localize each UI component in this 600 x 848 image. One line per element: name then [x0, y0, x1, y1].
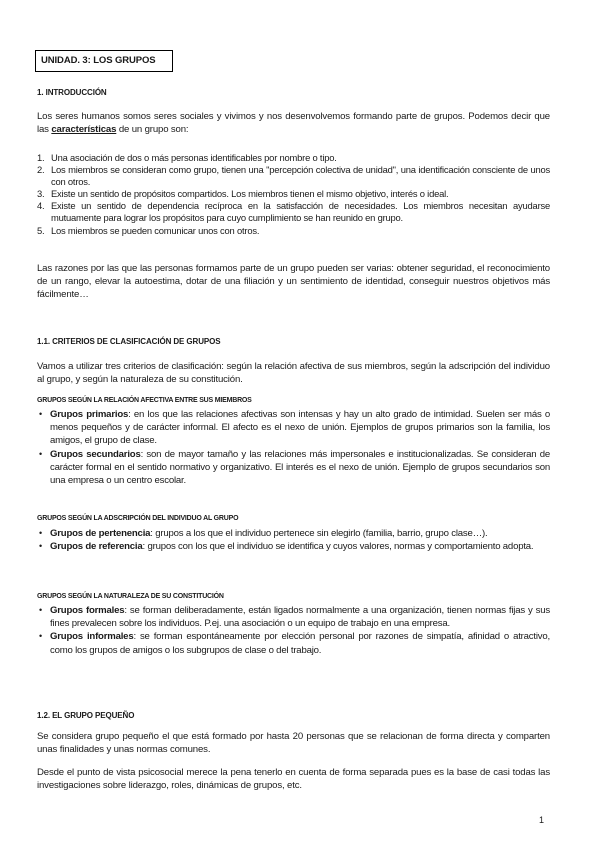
list-item: • Grupos informales: se forman espontáneamente por elección personal por razones de simpatía, afinidad o atractivo, como los grupos de amigos o los subgrupos de clase o del trabajo.: [39, 631, 550, 656]
list-item: • Grupos primarios: en los que las relaciones afectivas son intensas y hay un alto grado de intimidad. Suelen ser más o menos pequeños y de carácter informal. El afecto es el nexo de unión. Ejemplos de grupos primarios son la familia, los amigos, el grupo de clase.: [39, 409, 550, 447]
bullet-icon: •: [39, 409, 42, 419]
list-item: 4. Existe un sentido de dependencia recíproca en la satisfacción de necesidades. Los miembros necesitan ayudarse mutuamente para lograr los propósitos para cuyo cumplimiento se han reunido en grupo.: [37, 200, 550, 224]
criterios-heading: 1.1. CRITERIOS DE CLASIFICACIÓN DE GRUPOS: [37, 337, 221, 346]
bullet-icon: •: [39, 605, 42, 615]
page-number: 1: [539, 815, 545, 825]
pequeno-paragraph-2: Desde el punto de vista psicosocial merece la pena tenerlo en cuenta de forma separada pues es la base de casi todas las investigaciones sobre liderazgo, roles, dinámicas de grupos, etc.: [37, 767, 550, 791]
bullet-icon: •: [39, 541, 42, 552]
intro-heading: 1. INTRODUCCIÓN: [37, 88, 107, 97]
adscription-groups-list: [37, 527, 550, 553]
list-item: • Grupos de pertenencia: grupos a los que el individuo pertenece sin elegirlo (familia, barrio, grupo clase…).: [39, 528, 488, 539]
bullet-icon: •: [39, 528, 42, 538]
unit-title: UNIDAD. 3: LOS GRUPOS: [35, 50, 173, 72]
intro-paragraph: Los seres humanos somos seres sociales y vivimos y nos desenvolvemos formando parte de grupos. Podemos decir que las características de un grupo son:: [37, 111, 550, 135]
list-item: 3. Existe un sentido de propósitos compartidos. Los miembros tienen el mismo objetivo, interés o ideal.: [37, 188, 449, 200]
caracteristicas-emphasis: características: [51, 124, 117, 135]
bullet-icon: •: [39, 631, 42, 642]
constitution-groups-list: [37, 604, 550, 657]
list-item: 2. Los miembros se consideran como grupo, tienen una "percepción colectiva de unidad", una identificación consciente de unos con otros.: [37, 164, 550, 188]
affective-groups-list: [37, 408, 550, 487]
pequeno-paragraph-1: Se considera grupo pequeño el que está formado por hasta 20 personas que se relacionan de forma directa y comparten unas finalidades y unas normas comunes.: [37, 731, 550, 755]
reasons-paragraph: Las razones por las que las personas formamos parte de un grupo pueden ser varias: obtener seguridad, el reconocimiento de un rango, elevar la autoestima, dotar de una filiación y un sentimiento de identidad, conseguir nuestros objetivos más fácilmente…: [37, 263, 550, 300]
group-criterion-title: GRUPOS SEGÚN LA NATURALEZA DE SU CONSTITUCIÓN: [37, 593, 224, 600]
list-item: • Grupos de referencia: grupos con los que el individuo se identifica y cuyos valores, normas y comportamiento adopta.: [39, 541, 534, 553]
list-item: • Grupos secundarios: son de mayor tamaño y las relaciones más impersonales e institucionalizadas. Se consideran de carácter formal en el sentido normativo y organizativo. El interés es el nexo de unión. Ejemplo de grupos secundarios son una empresa o un centro escolar.: [39, 448, 550, 487]
group-criterion-title: GRUPOS SEGÚN LA ADSCRIPCIÓN DEL INDIVIDUO AL GRUPO: [37, 515, 239, 522]
group-criterion-title: GRUPOS SEGÚN LA RELACIÓN AFECTIVA ENTRE SUS MIEMBROS: [37, 397, 252, 404]
list-item: • Grupos formales: se forman deliberadamente, están ligados normalmente a una organización, tienen normas fijas y sus fines prevalecen sobre los individuos. P.ej. una asociación o un equipo de trabajo en una empresa.: [39, 605, 550, 630]
list-item: 1. Una asociación de dos o más personas identificables por nombre o tipo.: [37, 152, 337, 163]
criterios-intro: Vamos a utilizar tres criterios de clasificación: según la relación afectiva de sus miembros, según la adscripción del individuo al grupo, y según la naturaleza de su constitución.: [37, 361, 550, 385]
bullet-icon: •: [39, 448, 42, 459]
pequeno-heading: 1.2. EL GRUPO PEQUEÑO: [37, 711, 135, 720]
list-item: 5. Los miembros se pueden comunicar unos con otros.: [37, 224, 260, 236]
characteristics-list: [37, 152, 550, 237]
